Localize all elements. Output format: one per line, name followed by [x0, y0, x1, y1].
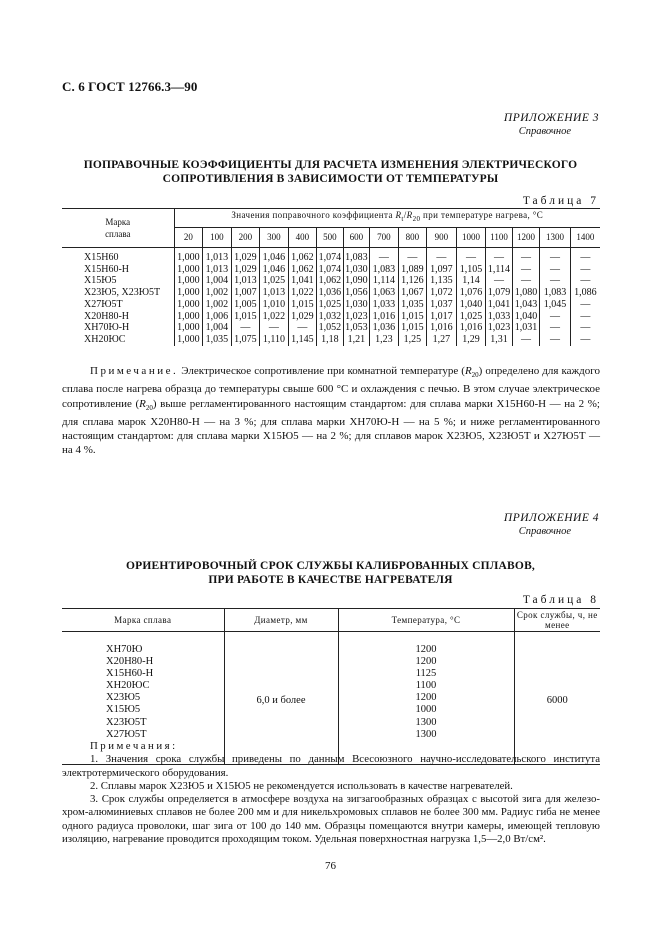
- table7-temp-header: 900: [427, 228, 457, 248]
- page-number: 76: [325, 860, 336, 872]
- table7-cell: —: [540, 275, 571, 287]
- appendix4-heading-line1: ОРИЕНТИРОВОЧНЫЙ СРОК СЛУЖБЫ КАЛИБРОВАННЫХ СПЛАВОВ,: [125, 560, 536, 572]
- table7-cell: 1,145: [288, 334, 317, 346]
- table7-cell: 1,072: [427, 287, 457, 299]
- table7-cell: 1,089: [398, 264, 427, 276]
- table-row: [62, 322, 600, 334]
- table8-service-life: 6000: [514, 632, 600, 765]
- table7-cell: 1,000: [174, 287, 203, 299]
- table7-cell: —: [398, 248, 427, 264]
- table8-label: Таблица 8: [522, 594, 599, 606]
- table7-temp-header: 400: [288, 228, 317, 248]
- table7-cell: 1,114: [486, 264, 512, 276]
- table7-cell: 1,015: [288, 299, 317, 311]
- table7-cell: 1,056: [345, 287, 368, 299]
- notes8-item-2: 2. Сплавы марок Х23Ю5 и Х15Ю5 не рекомендуется использовать в качестве нагревателей.: [90, 779, 513, 792]
- table7-temp-header: 300: [260, 228, 289, 248]
- table-row: [62, 264, 600, 276]
- table7-cell: 1,016: [456, 322, 486, 334]
- table7-cell: —: [512, 275, 540, 287]
- span-header-r2: R: [406, 210, 413, 221]
- table7-cell: —: [540, 264, 571, 276]
- table7-cell: 1,025: [318, 298, 342, 310]
- note7-r: R: [464, 365, 472, 377]
- table8-header-diameter: Диаметр, мм: [224, 609, 338, 632]
- table7-cell: 1,075: [231, 334, 260, 346]
- table7-cell: 1,21: [343, 334, 369, 346]
- table7-cell: 1,041: [487, 298, 511, 310]
- table7-cell: —: [456, 248, 486, 264]
- table7-col-marka-line1: Марка: [105, 217, 131, 227]
- list-item: 1200: [415, 656, 437, 668]
- table7-cell: 1,013: [203, 248, 232, 264]
- list-item: 1300: [415, 728, 437, 740]
- table7-cell: 1,015: [398, 322, 427, 334]
- list-item: Х20Н80-Н: [106, 656, 154, 668]
- list-item: 1100: [415, 680, 437, 692]
- table7-cell: 1,040: [456, 299, 486, 311]
- table7-cell: 1,086: [570, 287, 600, 299]
- table7-cell: —: [570, 334, 600, 346]
- table7-cell: —: [486, 248, 512, 264]
- table7-cell: —: [427, 248, 457, 264]
- table7-cell: 1,083: [370, 264, 399, 276]
- appendix4-heading-line2: ПРИ РАБОТЕ В КАЧЕСТВЕ НАГРЕВАТЕЛЯ: [208, 574, 453, 586]
- table-row: [62, 299, 600, 311]
- table7-cell: 1,036: [370, 322, 399, 334]
- table7-cell: 1,062: [318, 275, 342, 287]
- table7-cell: 1,023: [487, 322, 511, 334]
- table7-cell: 1,015: [398, 311, 427, 323]
- span-header-sub-20: 20: [412, 215, 421, 224]
- appendix3-heading-line1: ПОПРАВОЧНЫЕ КОЭФФИЦИЕНТЫ ДЛЯ РАСЧЕТА ИЗМЕНЕНИЯ ЭЛЕКТРИЧЕСКОГО: [83, 159, 578, 171]
- span-header-sub-t: t: [401, 215, 404, 224]
- list-item: Х23Ю5Т: [106, 716, 147, 728]
- table7-cell: 1,110: [260, 334, 289, 346]
- table7-cell: 1,135: [427, 275, 457, 287]
- appendix3-heading-line2: СОПРОТИВЛЕНИЯ В ЗАВИСИМОСТИ ОТ ТЕМПЕРАТУРЫ: [162, 173, 499, 185]
- table7-alloy-name: Х15Ю5: [84, 275, 117, 287]
- table7-cell: 1,31: [486, 334, 512, 346]
- table7-cell: 1,004: [203, 275, 232, 287]
- table7-span-header: [174, 209, 600, 228]
- table7-cell: 1,067: [398, 287, 427, 299]
- table8-notes: [62, 740, 600, 846]
- table7-cell: 1,25: [398, 334, 427, 346]
- table7-cell: 1,013: [203, 264, 232, 276]
- appendix3-subtitle: Справочное: [518, 126, 571, 137]
- notes8-item-1: 1. Значения срока службы приведены по данным Всесоюзного научно-исследовательского института электротермического оборудования.: [62, 753, 600, 779]
- table7-temp-header: 1300: [540, 228, 571, 248]
- table7-cell: 1,29: [456, 334, 486, 346]
- note7-sub2: 20: [145, 403, 153, 412]
- table-row: [62, 311, 600, 323]
- table7-alloy-name: ХН70Ю-Н: [84, 322, 130, 334]
- table7-alloy-name: Х23Ю5, Х23Ю5Т: [84, 287, 161, 299]
- table7-cell: —: [540, 248, 571, 264]
- list-item: Х15Ю5: [106, 704, 141, 716]
- table8-header-service-life: Срок службы, ч, не менее: [514, 609, 600, 632]
- table7-cell: 1,000: [174, 264, 203, 276]
- table7-cell: 1,025: [456, 311, 486, 323]
- table-row: [62, 334, 600, 346]
- table7-cell: —: [288, 322, 317, 334]
- table7-cell: 1,022: [260, 311, 289, 323]
- table7-cell: 1,029: [288, 311, 317, 323]
- table7-cell: 1,076: [456, 287, 486, 299]
- table7-cell: 1,029: [231, 248, 260, 264]
- list-item: Х27Ю5Т: [106, 728, 147, 740]
- table7-cell: 1,022: [288, 287, 317, 299]
- list-item: 1200: [415, 692, 437, 704]
- note7-label: Примечание.: [90, 365, 179, 377]
- list-item: 1000: [415, 704, 437, 716]
- table7-cell: 1,023: [345, 310, 368, 322]
- table7-temp-header: 1100: [486, 228, 512, 248]
- table7-cell: 1,114: [370, 275, 399, 287]
- table7-cell: —: [570, 248, 600, 264]
- table7-cell: 1,14: [456, 275, 486, 287]
- table7-temp-header: 1400: [570, 228, 600, 248]
- table7-cell: 1,043: [512, 299, 540, 311]
- table7-cell: 1,090: [345, 275, 368, 287]
- table7-cell: 1,013: [260, 287, 289, 299]
- table7-cell: 1,013: [231, 275, 260, 287]
- table7-cell: 1,016: [370, 311, 399, 323]
- table7-cell: 1,062: [288, 248, 317, 264]
- appendix4-heading: [60, 559, 601, 587]
- table7-cell: —: [570, 299, 600, 311]
- table7-temp-header: 20: [174, 228, 203, 248]
- table7-cell: —: [512, 334, 540, 346]
- table7-alloy-name: Х15Н60-Н: [84, 263, 129, 275]
- table7-cell: 1,097: [427, 264, 457, 276]
- table7-cell: 1,015: [231, 311, 260, 323]
- list-item: Х23Ю5: [106, 692, 141, 704]
- table7-label: Таблица 7: [522, 195, 599, 207]
- note7-text-c: ) выше регламентированного настоящим стандартом: для сплава марки Х15Н60-Н — на 2 %; для сплава марок Х20Н80-Н — на 3 %; для сплава марки ХН70Ю-Н — на 5 %; и ниже регламентированного настоящим стандартом: для сплава марки Х15Ю5 — на 2 %; для сплавов марок Х23Ю5, Х23Ю5Т и Х27Ю5Т — на 4 %.: [62, 397, 600, 457]
- table7-cell: 1,000: [174, 275, 203, 287]
- table7-cell: —: [512, 248, 540, 264]
- table7-cell: 1,002: [203, 287, 232, 299]
- table7-cell: 1,010: [260, 299, 289, 311]
- table7-cell: 1,046: [260, 264, 289, 276]
- page-header: С. 6 ГОСТ 12766.3—90: [62, 79, 198, 94]
- table7-cell: 1,083: [343, 248, 369, 264]
- table7-cell: 1,000: [174, 322, 203, 334]
- table7-note: [62, 364, 600, 458]
- table7-cell: 1,053: [345, 322, 368, 334]
- table7-cell: 1,000: [174, 311, 203, 323]
- table7-cell: 1,035: [398, 299, 427, 311]
- table7-cell: 1,000: [174, 299, 203, 311]
- table7-cell: —: [570, 311, 600, 323]
- table7-temp-header: 200: [231, 228, 260, 248]
- table7-cell: 1,004: [203, 322, 232, 334]
- span-header-r: R: [395, 210, 402, 221]
- table7-cell: 1,033: [370, 299, 399, 311]
- notes8-label: Примечания:: [90, 740, 178, 752]
- table7-cell: —: [540, 322, 571, 334]
- table7-temp-header: 700: [370, 228, 399, 248]
- table7-temp-header: 800: [398, 228, 427, 248]
- table-row: [62, 287, 600, 299]
- table7-cell: 1,033: [487, 310, 511, 322]
- span-header-text: Значения поправочного коэффициента: [231, 210, 396, 221]
- table7-col-marka-line2: сплава: [105, 229, 131, 239]
- note7-text-b: ) определено для каждого сплава после нагрева образца до температуры свыше 600 °С и охлаждения с печью. В этом случае электрическое сопротивление (: [62, 365, 600, 410]
- table7-cell: 1,045: [540, 299, 571, 311]
- table7-cell: 1,046: [260, 248, 289, 264]
- table7-temp-header: 1000: [456, 228, 486, 248]
- table7-alloy-name: Х15Н60: [84, 252, 119, 263]
- span-header-slash: /: [403, 210, 407, 221]
- table7-cell: 1,27: [427, 334, 457, 346]
- table7-cell: 1,002: [203, 299, 232, 311]
- table7-cell: 1,23: [370, 334, 399, 346]
- table7-cell: 1,030: [345, 298, 368, 310]
- table7-cell: 1,000: [174, 334, 203, 346]
- table7-cell: —: [486, 275, 512, 287]
- table7-cell: —: [370, 248, 399, 264]
- table8-diameter: 6,0 и более: [224, 632, 338, 765]
- table7-alloy-name: Х27Ю5Т: [84, 298, 123, 310]
- table7-cell: 1,000: [174, 248, 203, 264]
- table7-cell: —: [231, 322, 260, 334]
- list-item: ХН20ЮС: [106, 680, 150, 692]
- appendix3-heading: [60, 158, 601, 186]
- appendix4-subtitle: Справочное: [518, 526, 571, 537]
- table7-cell: —: [540, 311, 571, 323]
- note7-text-a: Электрическое сопротивление при комнатной температуре (: [178, 365, 465, 377]
- note7-sub: 20: [471, 371, 479, 380]
- table7-cell: 1,105: [456, 264, 486, 276]
- table7-cell: 1,005: [231, 299, 260, 311]
- list-item: Х15Н60-Н: [106, 668, 154, 680]
- table7-col-marka: [62, 209, 174, 248]
- table7-cell: 1,126: [398, 275, 427, 287]
- table7: [62, 208, 600, 346]
- table7-cell: 1,029: [231, 264, 260, 276]
- table7-cell: 1,025: [260, 275, 289, 287]
- table7-alloy-name: Х20Н80-Н: [84, 310, 129, 322]
- appendix4-title: ПРИЛОЖЕНИЕ 4: [503, 512, 599, 524]
- table7-cell: 1,052: [318, 322, 342, 334]
- table7-cell: —: [260, 322, 289, 334]
- table7-cell: —: [540, 334, 571, 346]
- table7-alloy-name: ХН20ЮС: [84, 333, 126, 345]
- appendix3-title: ПРИЛОЖЕНИЕ 3: [503, 112, 599, 124]
- table7-cell: —: [570, 264, 600, 276]
- table7-cell: 1,007: [231, 287, 260, 299]
- note7-r2: R: [139, 397, 146, 410]
- table7-cell: 1,062: [288, 264, 317, 276]
- table7-cell: —: [570, 275, 600, 287]
- table7-cell: 1,016: [427, 322, 457, 334]
- table8-header-alloy: Марка сплава: [62, 609, 224, 632]
- table7-cell: 1,18: [317, 334, 343, 346]
- list-item: 1125: [415, 668, 437, 680]
- table7-temp-header: 1200: [512, 228, 540, 248]
- table7-cell: 1,036: [318, 287, 342, 299]
- list-item: 1300: [415, 716, 437, 728]
- list-item: 1200: [415, 644, 437, 655]
- table7-cell: —: [570, 322, 600, 334]
- table8-header-temperature: Температура, °С: [338, 609, 514, 632]
- table7-cell: 1,035: [203, 334, 232, 346]
- table7-cell: 1,031: [512, 322, 540, 334]
- table7-temp-header: 600: [343, 228, 369, 248]
- table7-cell: 1,040: [512, 311, 540, 323]
- table7-temp-header: 100: [203, 228, 232, 248]
- table7-cell: 1,074: [318, 263, 342, 275]
- table7-cell: 1,032: [318, 310, 342, 322]
- table7-cell: 1,074: [317, 248, 343, 264]
- table7-cell: 1,006: [203, 311, 232, 323]
- table7-cell: 1,041: [288, 275, 317, 287]
- table7-cell: 1,030: [345, 263, 368, 275]
- list-item: ХН70Ю: [106, 644, 143, 655]
- table7-cell: 1,080: [512, 287, 540, 299]
- table7-cell: 1,063: [370, 287, 399, 299]
- table7-temp-header: 500: [317, 228, 343, 248]
- table7-cell: 1,037: [427, 299, 457, 311]
- table7-cell: 1,017: [427, 311, 457, 323]
- table-row: [62, 275, 600, 287]
- notes8-item-3: 3. Срок службы определяется в атмосфере воздуха на зигзагообразных образцах с высотой зига для железо-хром-алюминиевых сплавов не более 200 мм и для никельхромовых сплавов не более 300 мм. Радиус гиба не менее одного радиуса проволоки, шаг зига от 100 до 140 мм. Образцы помещаются внутри камеры, имеющей тепловую изоляцию, нагревание проводится проходящим током. Удельная поверхностная нагрузка 1,5—2,0 Вт/см².: [62, 793, 600, 846]
- span-header-text-post: при температуре нагрева, °С: [420, 210, 544, 221]
- table7-cell: 1,079: [487, 287, 511, 299]
- table7-cell: —: [512, 264, 540, 276]
- table-row: [62, 248, 600, 264]
- table7-cell: 1,083: [540, 287, 571, 299]
